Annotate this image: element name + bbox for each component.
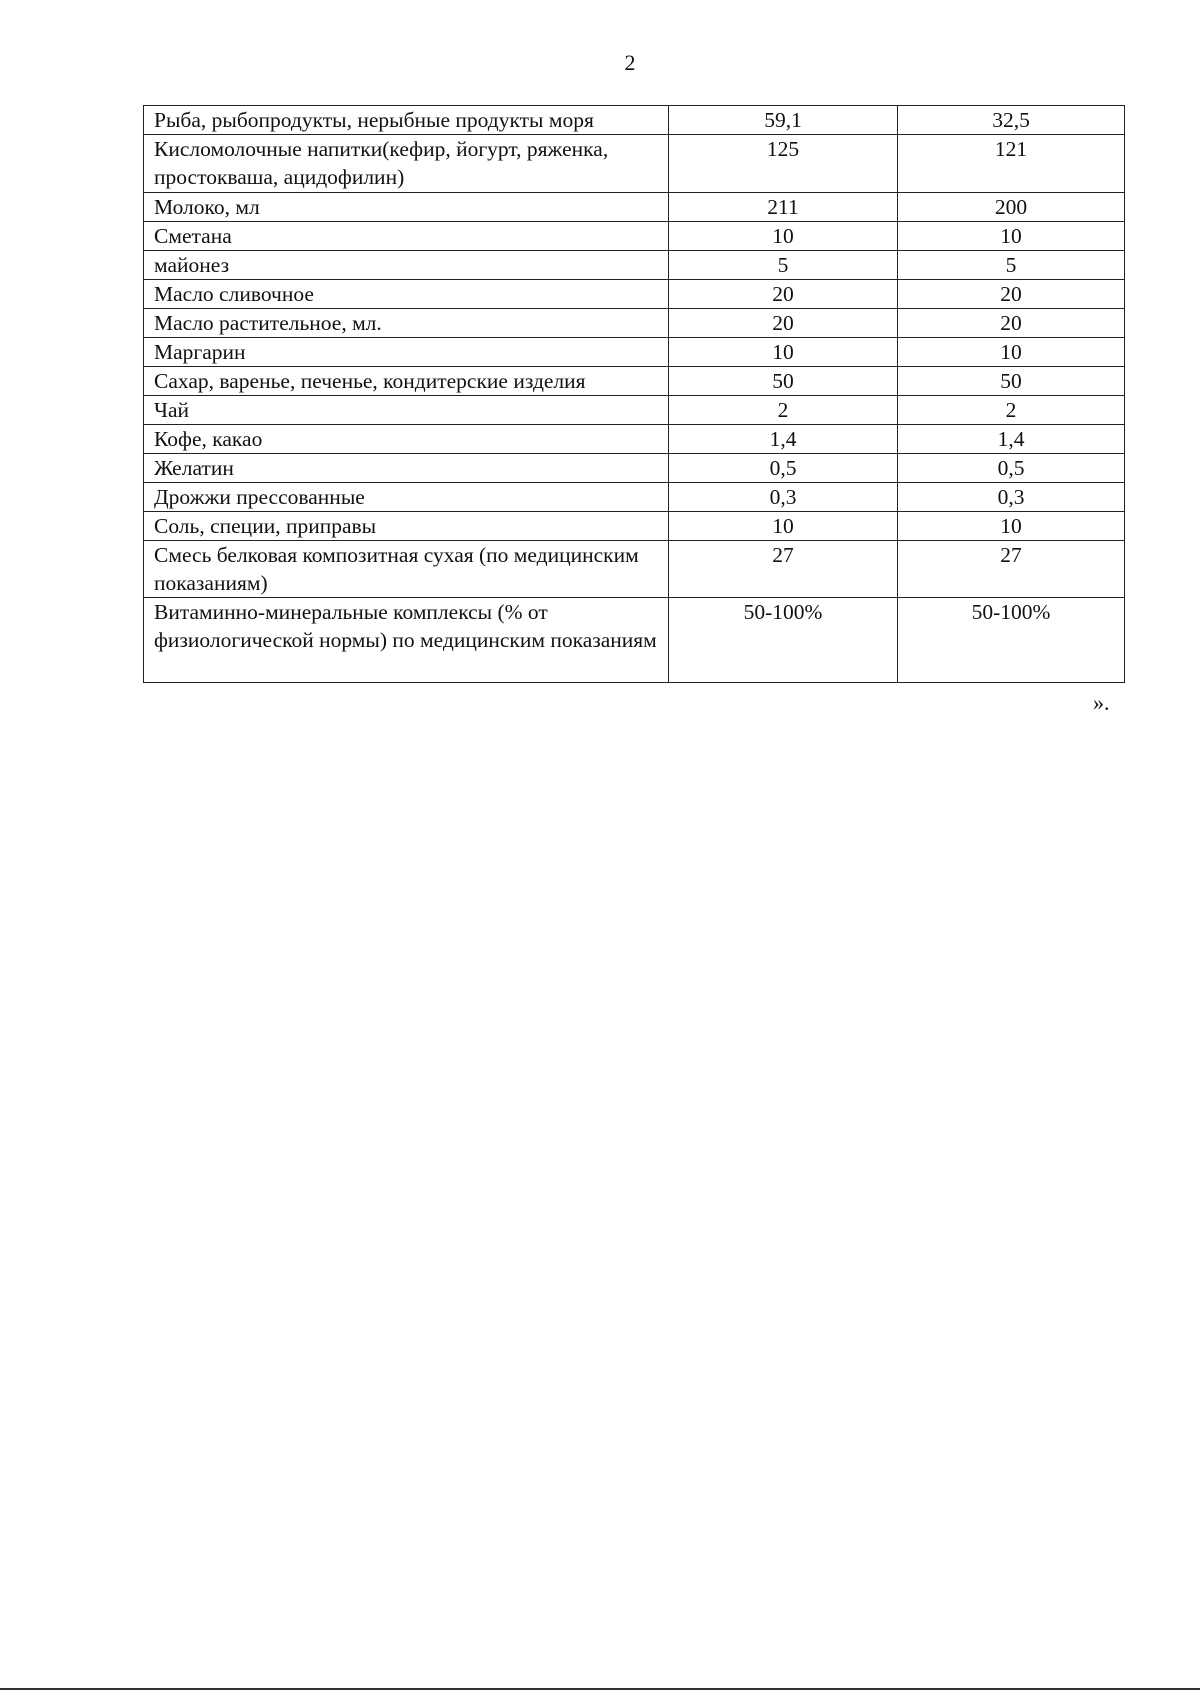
value-cell-col1: 10 xyxy=(669,512,898,541)
page-number: 2 xyxy=(624,50,636,75)
value-cell-col1: 10 xyxy=(669,222,898,251)
value-cell-col2: 121 xyxy=(898,135,1125,193)
value-cell-col2: 32,5 xyxy=(898,106,1125,135)
table-row xyxy=(144,541,1125,598)
product-name-cell: Маргарин xyxy=(144,338,669,367)
closing-quote-mark: ». xyxy=(1093,690,1110,715)
value-cell-col1: 0,3 xyxy=(669,483,898,512)
table-row xyxy=(144,222,1125,251)
table-row xyxy=(144,251,1125,280)
value-cell-col1: 50-100% xyxy=(669,598,898,683)
value-cell-col1: 0,5 xyxy=(669,454,898,483)
value-cell-col2: 0,5 xyxy=(898,454,1125,483)
value-cell-col1: 20 xyxy=(669,309,898,338)
table-row xyxy=(144,454,1125,483)
table-row xyxy=(144,135,1125,193)
value-cell-col1: 1,4 xyxy=(669,425,898,454)
table-row xyxy=(144,396,1125,425)
product-name-cell: Сметана xyxy=(144,222,669,251)
value-cell-col2: 50-100% xyxy=(898,598,1125,683)
food-norms-table xyxy=(143,105,1125,683)
value-cell-col2: 0,3 xyxy=(898,483,1125,512)
product-name-cell: Рыба, рыбопродукты, нерыбные продукты моря xyxy=(144,106,669,135)
product-name-cell: Масло сливочное xyxy=(144,280,669,309)
product-name-cell: Кофе, какао xyxy=(144,425,669,454)
table-row xyxy=(144,309,1125,338)
value-cell-col2: 200 xyxy=(898,193,1125,222)
value-cell-col2: 50 xyxy=(898,367,1125,396)
value-cell-col2: 20 xyxy=(898,309,1125,338)
product-name-cell: майонез xyxy=(144,251,669,280)
table-row xyxy=(144,367,1125,396)
value-cell-col2: 27 xyxy=(898,541,1125,598)
value-cell-col2: 2 xyxy=(898,396,1125,425)
product-name-cell: Чай xyxy=(144,396,669,425)
value-cell-col2: 10 xyxy=(898,338,1125,367)
value-cell-col2: 1,4 xyxy=(898,425,1125,454)
product-name-cell: Желатин xyxy=(144,454,669,483)
value-cell-col2: 5 xyxy=(898,251,1125,280)
bottom-scan-edge-line xyxy=(0,1688,1200,1690)
product-name-cell: Смесь белковая композитная сухая (по медицинским показаниям) xyxy=(144,541,669,598)
table-row xyxy=(144,425,1125,454)
value-cell-col1: 211 xyxy=(669,193,898,222)
value-cell-col1: 5 xyxy=(669,251,898,280)
value-cell-col1: 10 xyxy=(669,338,898,367)
product-name-cell: Сахар, варенье, печенье, кондитерские изделия xyxy=(144,367,669,396)
value-cell-col1: 125 xyxy=(669,135,898,193)
value-cell-col1: 27 xyxy=(669,541,898,598)
product-name-cell: Соль, специи, приправы xyxy=(144,512,669,541)
value-cell-col2: 10 xyxy=(898,222,1125,251)
value-cell-col1: 59,1 xyxy=(669,106,898,135)
table-row xyxy=(144,193,1125,222)
product-name-cell: Масло растительное, мл. xyxy=(144,309,669,338)
table-row xyxy=(144,598,1125,683)
table-row xyxy=(144,512,1125,541)
table-row xyxy=(144,483,1125,512)
product-name-cell: Кисломолочные напитки(кефир, йогурт, ряженка, простокваша, ацидофилин) xyxy=(144,135,669,193)
value-cell-col1: 50 xyxy=(669,367,898,396)
product-name-cell: Дрожжи прессованные xyxy=(144,483,669,512)
value-cell-col2: 10 xyxy=(898,512,1125,541)
table-row xyxy=(144,338,1125,367)
product-name-cell: Витаминно-минеральные комплексы (% от физиологической нормы) по медицинским показаниям xyxy=(144,598,669,683)
value-cell-col1: 20 xyxy=(669,280,898,309)
table-row xyxy=(144,280,1125,309)
table-row xyxy=(144,106,1125,135)
value-cell-col1: 2 xyxy=(669,396,898,425)
value-cell-col2: 20 xyxy=(898,280,1125,309)
table-body xyxy=(144,106,1125,683)
product-name-cell: Молоко, мл xyxy=(144,193,669,222)
